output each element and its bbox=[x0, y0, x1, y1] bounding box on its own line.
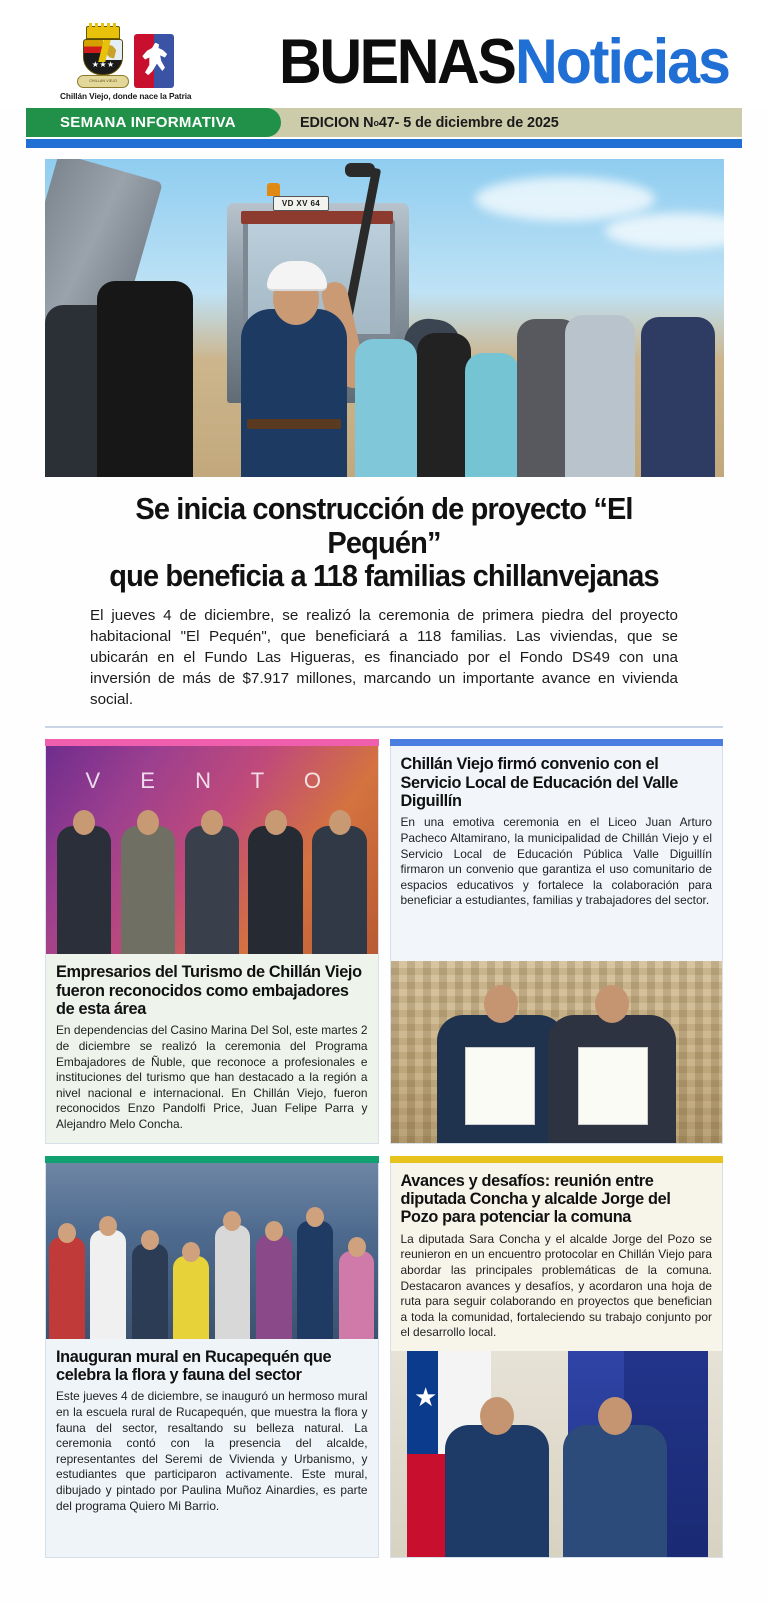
cloud-shape bbox=[605, 213, 724, 249]
article-photo-turismo bbox=[46, 746, 378, 954]
article-body-mural: Este jueves 4 de diciembre, se inauguró un hermoso mural en la escuela rural de Rucapequén, que muestra la flora y fauna del sector, resaltando su belleza natural. La ceremonia contó con la presencia del alcalde, representantes del Seremi de Vivienda y Urbanismo, y estudiantes que participaron activamente. Este mural, dibujado y pintado por Paulina Muñoz Ainardies, es parte del programa Quiero Mi Barrio. bbox=[56, 1389, 368, 1513]
logo-row bbox=[77, 26, 174, 88]
shield-stars: ★★★ bbox=[91, 59, 115, 69]
shield-icon bbox=[83, 39, 123, 75]
article-card-convenio[interactable] bbox=[390, 739, 724, 1143]
document-sheet-shape bbox=[465, 1047, 535, 1125]
wordmark-buenas: BUENAS bbox=[279, 27, 515, 98]
semana-informativa-badge: SEMANA INFORMATIVA bbox=[26, 108, 281, 137]
mayor-belt-shape bbox=[247, 419, 341, 429]
mayor-figure bbox=[445, 1425, 549, 1557]
crown-icon bbox=[86, 26, 120, 39]
municipal-emblem-icon bbox=[134, 34, 174, 88]
hero-headline-line1: Se inicia construcción de proyecto “El Pequén” bbox=[135, 492, 633, 560]
student-figure bbox=[215, 1225, 251, 1338]
article-title-convenio: Chillán Viejo firmó convenio con el Servicio Local de Educación del Valle Diguillín bbox=[400, 755, 679, 811]
mayor-figure bbox=[241, 309, 347, 477]
article-photo-mural bbox=[46, 1163, 378, 1339]
attendee-figure bbox=[97, 281, 193, 477]
hero-lead-paragraph: El jueves 4 de diciembre, se realizó la ceremonia de primera piedra del proyecto habitacional "El Pequén", que beneficiará a 118 familias. Las viviendas, que se ubicarán en el Fundo Las Higueras, es financiado por el Fondo DS49 con una inversión de más de $7.917 millones, marcando un importante avance en vivienda social. bbox=[90, 606, 678, 709]
coat-ribbon bbox=[77, 75, 129, 88]
blue-divider-rule bbox=[26, 139, 742, 148]
article-card-mural[interactable] bbox=[45, 1156, 379, 1558]
article-title-reunion: Avances y desafíos: reunión entre diputada Concha y alcalde Jorge del Pozo para potenciar la comuna bbox=[400, 1171, 671, 1227]
person-figure bbox=[121, 826, 175, 954]
publication-wordmark bbox=[205, 27, 742, 98]
hero-photo bbox=[45, 159, 724, 477]
accent-bar-pink bbox=[45, 739, 379, 746]
article-body-turismo: En dependencias del Casino Marina Del Sol, este martes 2 de diciembre se realizó la ceremonia del Programa Embajadores de Ñuble, que reconoce a profesionales e instituciones del turismo que han destacado a la región a nivel nacional e internacional. En Chillán Viejo, fueron reconocidos Enzo Pandolfi Price, Juan Felipe Parra y Alejandro Melo Concha. bbox=[56, 1023, 368, 1132]
article-title-mural: Inauguran mural en Rucapequén que celebra la flora y fauna del sector bbox=[56, 1347, 332, 1385]
logo-caption: Chillán Viejo, donde nace la Patria bbox=[60, 90, 192, 101]
person-figure bbox=[185, 826, 239, 954]
wordmark-noticias: Noticias bbox=[514, 27, 729, 98]
article-photo-reunion bbox=[391, 1351, 723, 1557]
person-figure bbox=[248, 826, 302, 954]
hero-headline bbox=[62, 477, 706, 594]
student-figure bbox=[173, 1256, 209, 1339]
cloud-shape bbox=[475, 177, 655, 221]
hero-headline-line2: que beneficia a 118 familias chillanvejanas bbox=[109, 559, 659, 594]
ribbon-text: CHILLAN VIEJO bbox=[89, 78, 118, 83]
tractor-beacon-shape bbox=[267, 183, 280, 196]
student-figure bbox=[339, 1251, 375, 1338]
license-plate: VD XV 64 bbox=[273, 196, 329, 211]
attendee-figure bbox=[465, 353, 519, 477]
article-card-turismo[interactable] bbox=[45, 739, 379, 1143]
article-title-turismo: Empresarios del Turismo de Chillán Viejo fueron reconocidos como embajadores de esta área bbox=[56, 963, 362, 1019]
article-photo-convenio bbox=[391, 961, 723, 1143]
document-sheet-shape bbox=[578, 1047, 648, 1125]
attendee-figure bbox=[355, 339, 417, 477]
edition-ordinal: o bbox=[373, 117, 379, 128]
person-figure bbox=[57, 826, 111, 954]
edition-bar bbox=[26, 108, 742, 137]
accent-bar-yellow bbox=[390, 1156, 724, 1163]
official-figure bbox=[297, 1221, 333, 1339]
deputy-figure bbox=[563, 1425, 667, 1557]
article-body-convenio: En una emotiva ceremonia en el Liceo Juan Arturo Pacheco Altamirano, la municipalidad de Chillán Viejo y el Servicio Local de Educación Pública Valle Diguillín firmaron un convenio que garantiza el uso comunitario de espacios educativos y fortalece la colaboración para beneficiar a estudiantes, familias y trabajadores del sector. bbox=[400, 815, 712, 908]
coat-of-arms-icon bbox=[77, 26, 129, 88]
attendee-figure bbox=[565, 315, 635, 477]
hero-section bbox=[0, 148, 768, 710]
article-body-reunion: La diputada Sara Concha y el alcalde Jorge del Pozo se reunieron en un encuentro protocolar en Chillán Viejo para abordar las principales problemáticas de la comuna. Destacaron avances y desafíos, y acordaron una hoja de ruta para seguir colaborando en proyectos que benefician a toda la comunidad, fortaleciendo su trabajo conjunto por el desarrollo local. bbox=[400, 1231, 712, 1340]
masthead bbox=[0, 0, 768, 108]
attendee-figure bbox=[417, 333, 471, 477]
edition-suffix: 47- 5 de diciembre de 2025 bbox=[378, 114, 559, 131]
article-card-reunion[interactable] bbox=[390, 1156, 724, 1558]
article-grid bbox=[0, 728, 768, 1558]
accent-bar-green bbox=[45, 1156, 379, 1163]
edition-prefix: EDICION N bbox=[300, 114, 374, 131]
edition-number-text bbox=[281, 108, 559, 137]
student-figure bbox=[132, 1244, 168, 1338]
student-figure bbox=[256, 1235, 292, 1339]
accent-bar-blue bbox=[390, 739, 724, 746]
logo-group bbox=[60, 26, 191, 101]
stage-backdrop-text: V E N T O bbox=[85, 768, 338, 794]
attendee-figure bbox=[641, 317, 715, 477]
student-figure bbox=[49, 1237, 85, 1338]
student-figure bbox=[90, 1230, 126, 1339]
shovel-grip-shape bbox=[345, 163, 375, 177]
person-figure bbox=[312, 826, 366, 954]
